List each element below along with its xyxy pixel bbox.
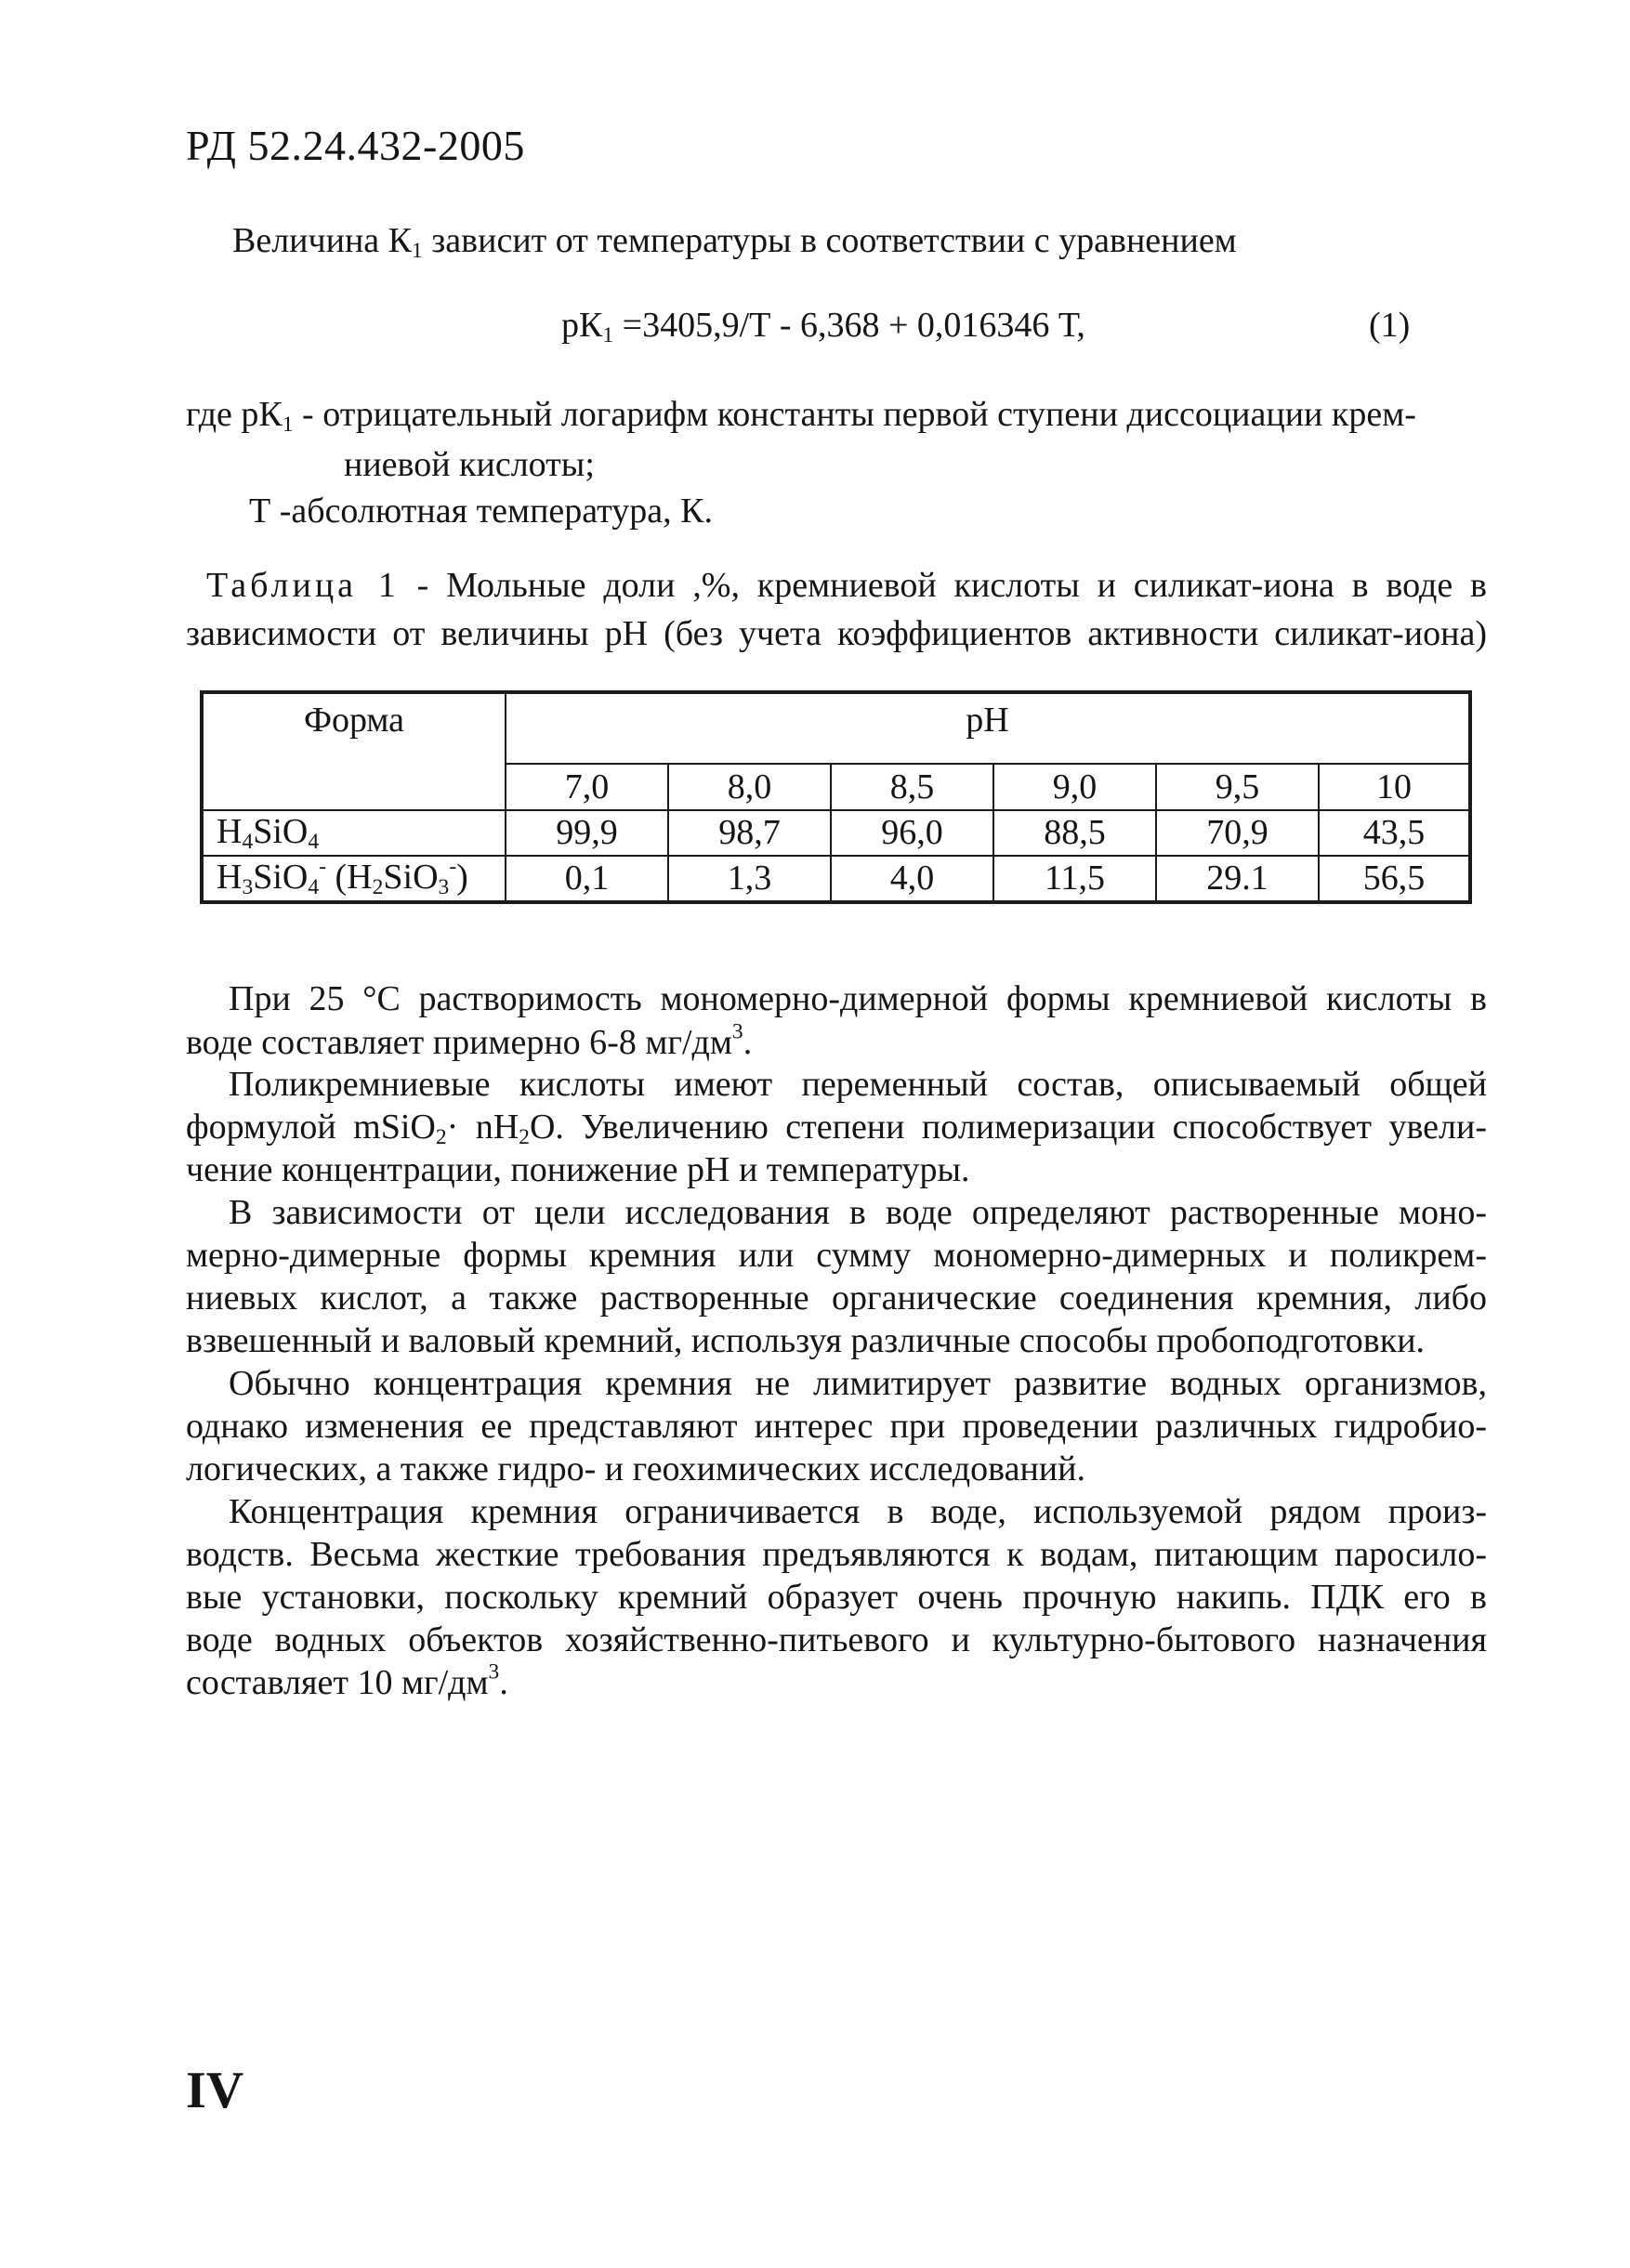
where-word: где	[186, 395, 242, 434]
table-cell: 56,5	[1319, 856, 1470, 902]
table-row	[202, 810, 1470, 856]
ph-value: 8,0	[668, 764, 831, 810]
table-cell: 0,1	[506, 856, 668, 902]
paragraph-line	[186, 1021, 1487, 1064]
paragraph-line: логических, а также гидро- и геохимических исследований.	[186, 1449, 1085, 1488]
paragraph-line: Поликремниевые кислоты имеют переменный состав, описываемый общей	[229, 1065, 1487, 1104]
paragraph-line: однако изменения ее представляют интерес при проведении различных гидробио-	[186, 1407, 1487, 1446]
ph-value: 8,5	[831, 764, 993, 810]
definition-pk	[186, 393, 1416, 446]
text-run: формулой mSiO	[186, 1108, 436, 1147]
molar-fraction-table	[200, 690, 1472, 904]
pk-subscript: 1	[282, 412, 294, 437]
table-row	[202, 856, 1470, 902]
table-cell: 88,5	[993, 810, 1156, 856]
header-ph: рН	[506, 692, 1470, 764]
definition-t: Т -абсолютная температура, К.	[249, 492, 713, 531]
table-caption-label: Таблица 1	[206, 566, 400, 605]
equation	[561, 304, 1085, 357]
text-run: · nH	[446, 1108, 519, 1147]
definition-pk-continued: ниевой кислоты;	[344, 445, 595, 484]
ph-value: 9,0	[993, 764, 1156, 810]
table-caption-text: - Мольные доли ,%, кремниевой кислоты и силикат-иона в воде в	[399, 566, 1487, 605]
paragraph-line: При 25 °С растворимость мономерно-димерной формы кремниевой кислоты в	[229, 979, 1487, 1018]
paragraph-line: мерно-димерные формы кремния или сумму мономерно-димерных и поликрем-	[186, 1236, 1487, 1275]
table-cell: 70,9	[1156, 810, 1319, 856]
ph-value: 9,5	[1156, 764, 1319, 810]
superscript: 3	[488, 1659, 500, 1685]
table-cell: 1,3	[668, 856, 831, 902]
intro-line	[232, 219, 1237, 272]
pk-description: - отрицательный логарифм константы первой ступени диссоциации крем-	[293, 395, 1416, 434]
table-caption-line2: зависимости от величины рН (без учета коэффициентов активности силикат-иона)	[186, 614, 1487, 653]
text-run: составляет 10 мг/дм	[186, 1663, 489, 1702]
paragraph-line: водств. Весьма жесткие требования предъявляются к водам, питающим паросило-	[186, 1535, 1487, 1574]
table-cell: 96,0	[831, 810, 993, 856]
form-h4sio4: $H_4SiO_4$	[202, 810, 506, 856]
paragraph-line: Концентрация кремния ограничивается в воде, используемой рядом произ-	[229, 1492, 1487, 1531]
intro-text: Величина К	[232, 221, 413, 260]
equation-number: (1)	[1369, 306, 1411, 345]
text-run: .	[743, 1023, 753, 1062]
paragraph-line: воде водных объектов хозяйственно-питьевого и культурно-бытового назначения	[186, 1620, 1487, 1659]
table-cell: 29.1	[1156, 856, 1319, 902]
table-cell: 4,0	[831, 856, 993, 902]
pk-term: рК	[241, 395, 283, 434]
table-cell: 11,5	[993, 856, 1156, 902]
table-cell: 43,5	[1319, 810, 1470, 856]
intro-text-rest: зависит от температуры в соответствии с уравнением	[422, 221, 1237, 260]
document-code: РД 52.24.432-2005	[186, 122, 525, 169]
equation-pk: рК	[561, 306, 603, 345]
table-caption	[206, 564, 1487, 607]
ph-value: 7,0	[506, 764, 668, 810]
k-subscript: 1	[412, 238, 423, 263]
paragraph-line: взвешенный и валовый кремний, используя различные способы пробоподготовки.	[186, 1321, 1426, 1360]
equation-rhs: =3405,9/Т - 6,368 + 0,016346 Т,	[613, 306, 1085, 345]
paragraph-line: чение концентрации, понижение рН и температуры.	[186, 1150, 970, 1189]
paragraph-line: вые установки, поскольку кремний образует очень прочную накипь. ПДК его в	[186, 1578, 1487, 1617]
text-run: O. Увеличению степени полимеризации способствует увели-	[529, 1108, 1487, 1147]
table-cell: 99,9	[506, 810, 668, 856]
subscript: 2	[519, 1124, 530, 1149]
text-run: воде составляет примерно 6-8 мг/дм	[186, 1023, 732, 1062]
paragraph-line: Обычно концентрация кремния не лимитирует развитие водных организмов,	[229, 1364, 1487, 1403]
form-h3sio4: $H_3SiO_4^-$ $(H_2SiO_3^-)$	[202, 856, 506, 902]
page-number: IV	[186, 2062, 244, 2119]
paragraph-line	[186, 1661, 1487, 1704]
paragraph-line: ниевых кислот, а также растворенные органические соединения кремния, либо	[186, 1278, 1487, 1318]
ph-value: 10	[1319, 764, 1470, 810]
superscript: 3	[731, 1019, 743, 1044]
text-run: .	[499, 1663, 508, 1702]
table-cell: 98,7	[668, 810, 831, 856]
equation-subscript: 1	[602, 322, 614, 347]
subscript: 2	[435, 1124, 447, 1149]
paragraph-line: В зависимости от цели исследования в воде определяют растворенные моно-	[229, 1193, 1487, 1232]
header-form: Форма	[202, 692, 506, 810]
